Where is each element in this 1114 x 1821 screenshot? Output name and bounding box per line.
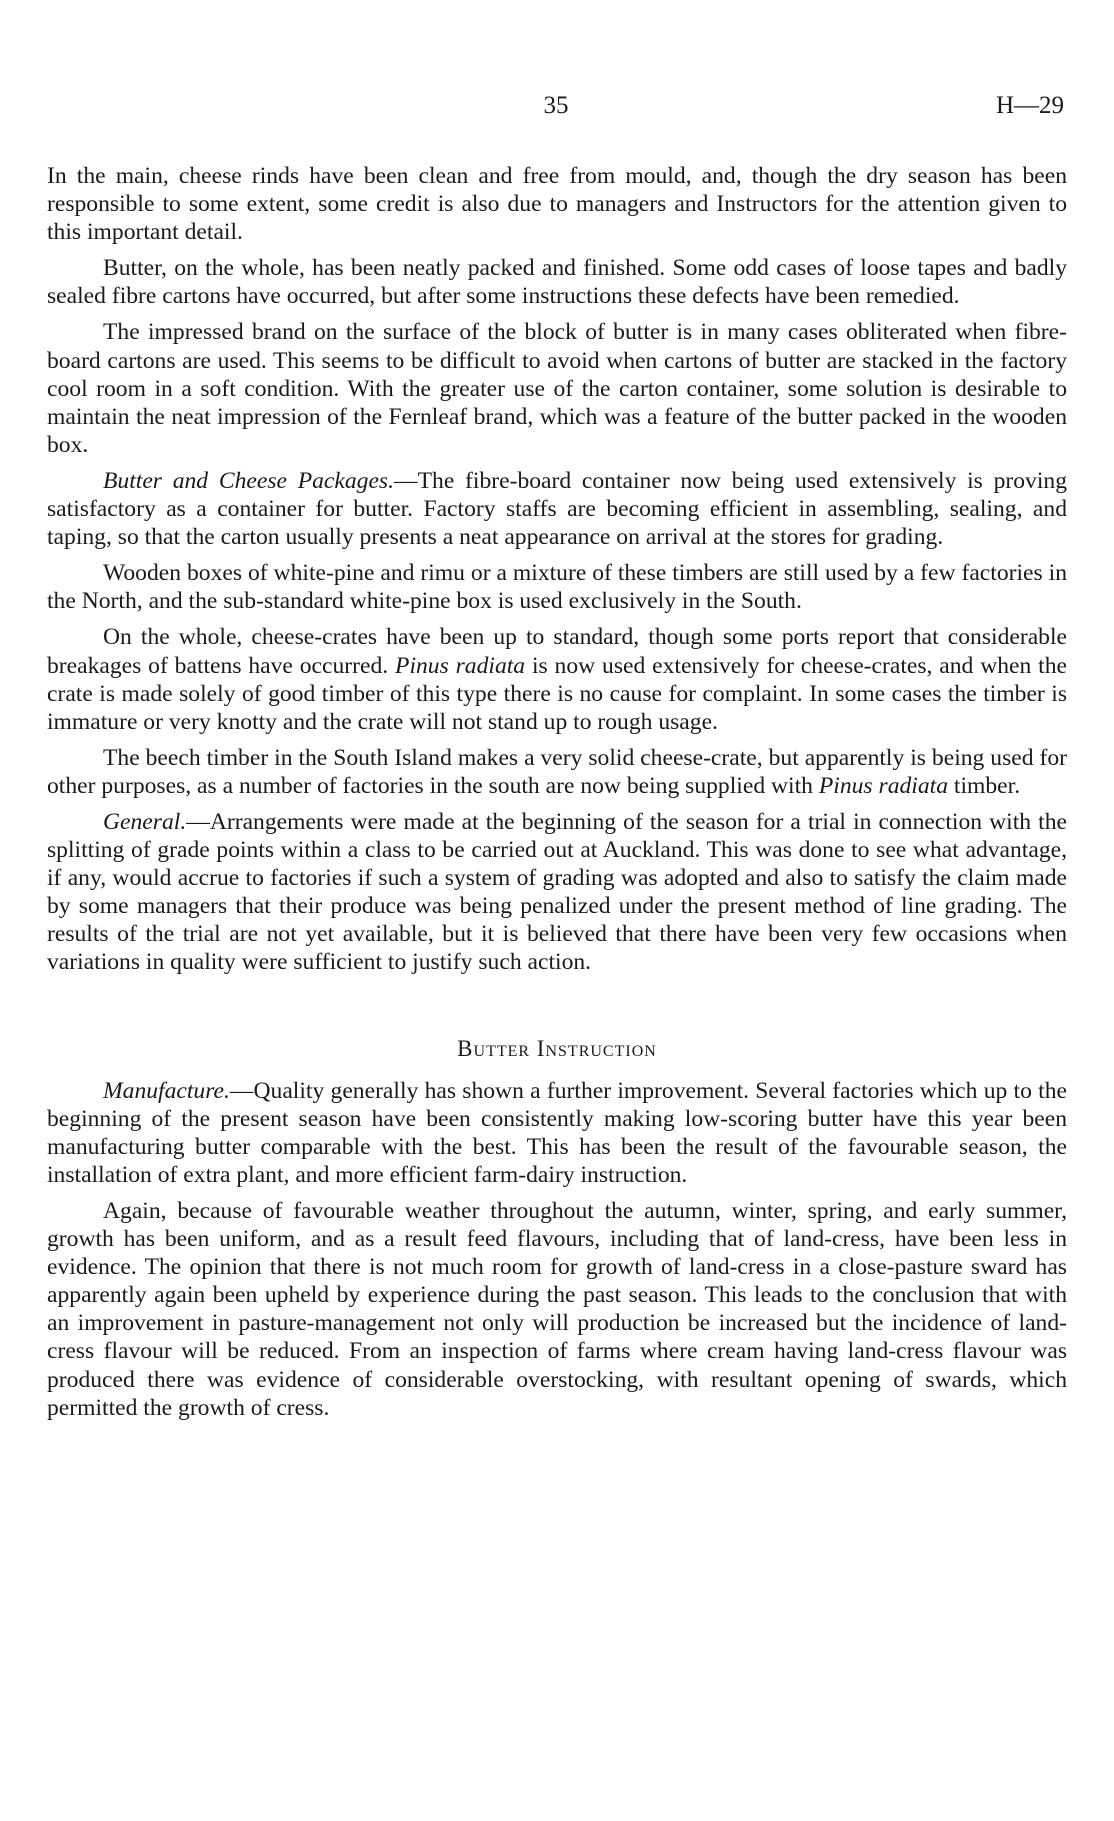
scientific-name: Pinus radiata — [395, 652, 526, 679]
paragraph — [47, 467, 1067, 551]
paragraph-text: In the main, cheese rinds have been clean and free from mould, and, though the dry season has been responsible to some extent, some credit is also due to managers and Instructors for the attention given to this important detail. — [47, 163, 1067, 246]
paragraph-text: timber. — [953, 772, 1021, 799]
paragraph — [47, 808, 1067, 977]
paragraph — [47, 162, 1067, 246]
body-text — [47, 162, 1067, 1430]
section-heading: Butter Instruction — [457, 1035, 657, 1061]
document-reference: H—29 — [995, 92, 1064, 119]
paragraph-text: The beech timber in the South Island makes a very solid cheese-crate, but apparently is being used for other purposes, as a number of factories in the south are now being supplied with — [47, 744, 1067, 799]
paragraph-text: The impressed brand on the surface of the block of butter is in many cases obliterated when fibre-board cartons are used. This seems to be difficult to avoid when cartons of butter are stacked in the factory cool room in a soft condition. With the greater use of the carton container, some solution is desirable to maintain the neat impression of the Fernleaf brand, which was a feature of the butter packed in the wooden box. — [47, 319, 1067, 458]
paragraph-lead-heading: Butter and Cheese Packages. — [103, 467, 395, 494]
scientific-name: Pinus radiata — [818, 772, 948, 799]
paragraph-lead-heading: General. — [103, 808, 187, 835]
paragraph-text: On the whole, cheese-crates have been up to standard, though some ports report that considerable breakages of battens have occurred. — [47, 624, 1067, 679]
paragraph-text: —Arrangements were made at the beginning of the season for a trial in connection with the splitting of grade points within a class to be carried out at Auckland. This was done to see what advantage, if any, would accrue to factories if such a system of grading was adopted and also to satisfy the claim made by some managers that their produce was being penalized under the present method of line grading. The results of the trial are not yet available, but it is believed that there have been very few occasions when variations in quality were sufficient to justify such action. — [47, 808, 1067, 976]
paragraph-lead-heading: Manufacture. — [103, 1077, 230, 1104]
paragraph — [47, 744, 1067, 800]
paragraph — [47, 1197, 1067, 1422]
paragraph — [47, 1077, 1067, 1189]
page-header — [48, 92, 1064, 124]
paragraph-text: Again, because of favourable weather throughout the autumn, winter, spring, and early summer, growth has been uniform, and as a result feed flavours, including that of land-cress, have been less in evidence. The opinion that there is not much room for growth of land-cress in a close-pasture sward has apparently again been upheld by experience during the past season. This leads to the conclusion that with an improvement in pasture-management not only will production be increased but the incidence of land-cress flavour will be reduced. From an inspection of farms where cream having land-cress flavour was produced there was evidence of considerable overstocking, with resultant opening of swards, which permitted the growth of cress. — [47, 1198, 1067, 1421]
paragraph-text: —Quality generally has shown a further improvement. Several factories which up to the beginning of the present season have been consistently making low-scoring butter have this year been manufacturing butter comparable with the best. This has been the result of the favourable season, the installation of extra plant, and more efficient farm-dairy instruction. — [47, 1077, 1067, 1188]
paragraph — [47, 318, 1067, 458]
paragraph — [47, 254, 1067, 310]
paragraph-text: Butter, on the whole, has been neatly packed and finished. Some odd cases of loose tapes and badly sealed fibre cartons have occurred, but after some instructions these defects have been remedied. — [47, 255, 1067, 310]
paragraph-text: is now used extensively for cheese-crates, and when the crate is made solely of good timber of this type there is no cause for complaint. In some cases the timber is immature or very knotty and the crate will not stand up to rough usage. — [47, 652, 1067, 735]
paragraph — [47, 559, 1067, 615]
paragraph — [47, 623, 1067, 735]
paragraph-text: Wooden boxes of white-pine and rimu or a mixture of these timbers are still used by a few factories in the North, and the sub-standard white-pine box is used exclusively in the South. — [47, 560, 1067, 615]
page-number: 35 — [543, 92, 569, 119]
paragraph-text: —The fibre-board container now being used extensively is proving satisfactory as a container for butter. Factory staffs are becoming efficient in assembling, sealing, and taping, so that the carton usually presents a neat appearance on arrival at the stores for grading. — [47, 467, 1068, 551]
